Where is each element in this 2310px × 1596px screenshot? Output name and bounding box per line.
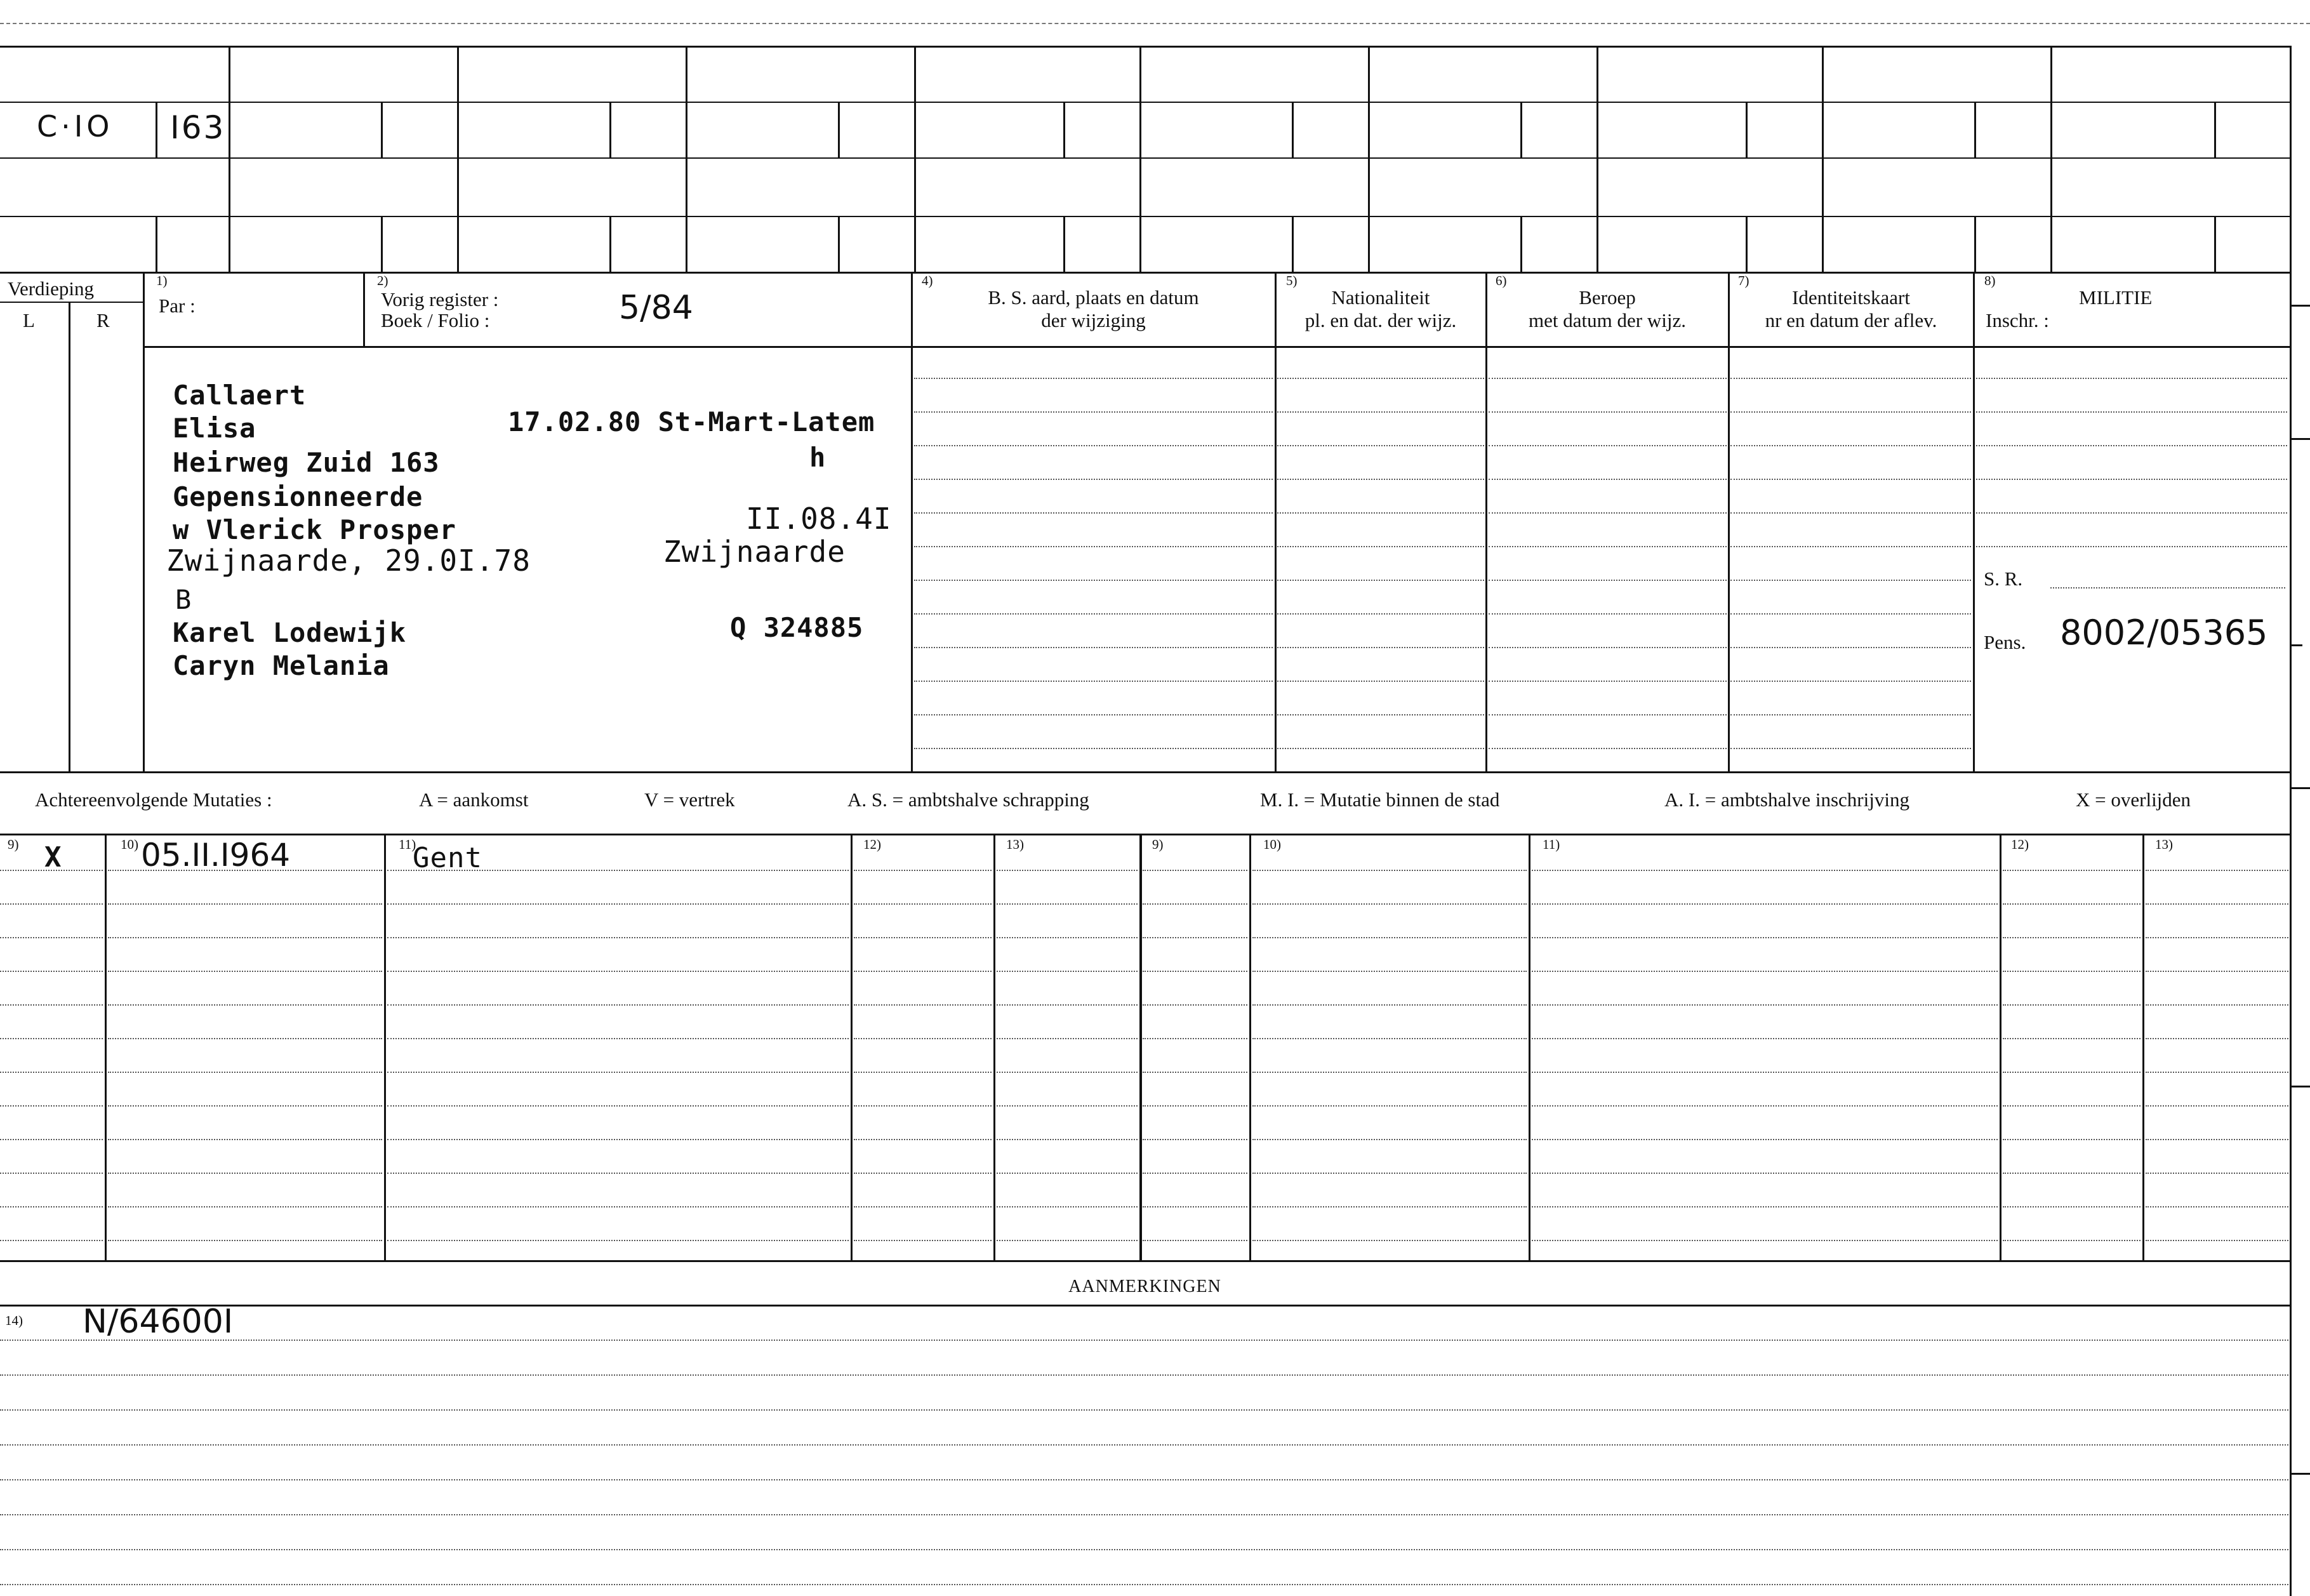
- nat-header-line2: pl. en dat. der wijz.: [1304, 309, 1457, 331]
- ruling-line: [2003, 971, 2141, 972]
- ruling-line: [854, 903, 992, 905]
- ruling-line: [914, 681, 1273, 682]
- ruling-line: [997, 971, 1138, 972]
- ruling-line: [854, 1206, 992, 1207]
- ruling-line: [387, 971, 849, 972]
- ruling-line: [2003, 903, 2141, 905]
- ruling-line: [997, 1004, 1138, 1006]
- remarks-number: 14): [5, 1313, 23, 1328]
- ruling-line: [2146, 903, 2288, 905]
- ruling-line: [1730, 512, 1971, 514]
- ruling-line: [2146, 1173, 2288, 1174]
- ruling-line: [1143, 870, 1247, 871]
- ruling-line: [108, 1240, 382, 1241]
- ruling-line: [1532, 1105, 1998, 1107]
- civil-status: B: [175, 584, 192, 615]
- boek-folio-label: Boek / Folio :: [381, 309, 490, 331]
- ruling-line: [1277, 378, 1484, 379]
- nat-header-line1: Nationaliteit: [1331, 286, 1430, 309]
- ruling-line: [914, 748, 1273, 749]
- ruling-line: [1252, 903, 1527, 905]
- ruling-line: [387, 1105, 849, 1107]
- ruling-line: [2146, 1240, 2288, 1241]
- ruling-line: [997, 870, 1138, 871]
- ruling-line: [1532, 937, 1998, 938]
- ruling-line: [1252, 1139, 1527, 1140]
- legend-ex-officio-removal: A. S. = ambtshalve schrapping: [847, 788, 1089, 811]
- ruling-line: [997, 1206, 1138, 1207]
- ruling-line: [1143, 1004, 1247, 1006]
- ruling-line: [1489, 580, 1727, 581]
- ruling-line: [0, 1240, 103, 1241]
- ruling-line: [854, 1072, 992, 1073]
- ruling-line: [0, 1139, 103, 1140]
- militie-number: 8): [1984, 273, 1996, 288]
- occupation: Gepensionneerde: [173, 481, 423, 512]
- ruling-line: [1252, 870, 1527, 871]
- ruling-line: [1532, 971, 1998, 972]
- par-label: Par :: [159, 295, 196, 317]
- ruling-line: [997, 937, 1138, 938]
- mut-col-9: 9): [8, 837, 19, 852]
- ruling-line: [387, 1240, 849, 1241]
- ruling-line: [387, 1206, 849, 1207]
- ruling-line: [0, 1409, 2288, 1411]
- ruling-line: [1143, 1240, 1247, 1241]
- ruling-line: [2003, 1072, 2141, 1073]
- ruling-line: [1976, 378, 2287, 379]
- ruling-line: [1277, 580, 1484, 581]
- ruling-line: [2146, 1206, 2288, 1207]
- ruling-line: [1489, 411, 1727, 413]
- ruling-line: [997, 1072, 1138, 1073]
- ruling-line: [1277, 479, 1484, 480]
- marriage-date: II.08.4I: [746, 502, 892, 536]
- ruling-line: [108, 937, 382, 938]
- bs-header-line2: der wijziging: [1041, 309, 1146, 331]
- id-header-line1: Identiteitskaart: [1792, 286, 1910, 309]
- remarks-value: N/64600I: [83, 1303, 234, 1341]
- ruling-line: [0, 1479, 2288, 1480]
- ruling-line: [997, 1173, 1138, 1174]
- remarks-title: AANMERKINGEN: [1068, 1277, 1221, 1296]
- beroep-header-line2: met datum der wijz.: [1529, 309, 1686, 331]
- ruling-line: [854, 971, 992, 972]
- ruling-line: [1277, 411, 1484, 413]
- mut-col-11b: 11): [1543, 837, 1560, 852]
- registration: Zwijnaarde, 29.0I.78: [166, 543, 531, 578]
- code-cell-1: C·IO: [37, 109, 114, 143]
- ruling-line: [1252, 937, 1527, 938]
- ruling-line: [1143, 937, 1247, 938]
- ruling-line: [387, 903, 849, 905]
- ruling-line: [387, 937, 849, 938]
- ruling-line: [1143, 903, 1247, 905]
- ruling-line: [387, 1173, 849, 1174]
- ruling-line: [1277, 512, 1484, 514]
- ruling-line: [1277, 546, 1484, 547]
- ruling-line: [2003, 1105, 2141, 1107]
- ruling-line: [1252, 971, 1527, 972]
- ruling-line: [108, 1072, 382, 1073]
- ruling-line: [914, 445, 1273, 446]
- legend-ex-officio-registration: A. I. = ambtshalve inschrijving: [1664, 788, 1909, 811]
- mut-col-12: 12): [863, 837, 881, 852]
- ruling-line: [854, 1004, 992, 1006]
- ruling-line: [914, 580, 1273, 581]
- ruling-line: [1532, 1206, 1998, 1207]
- sex: h: [809, 442, 826, 473]
- beroep-header-line1: Beroep: [1579, 286, 1636, 309]
- legend-title: Achtereenvolgende Mutaties :: [35, 788, 272, 811]
- ruling-line: [1730, 647, 1971, 648]
- ruling-line: [2146, 1004, 2288, 1006]
- ruling-line: [2146, 1139, 2288, 1140]
- ruling-line: [1730, 580, 1971, 581]
- mut-col-12b: 12): [2011, 837, 2029, 852]
- ruling-line: [1730, 445, 1971, 446]
- legend-arrival: A = aankomst: [419, 788, 529, 811]
- ruling-line: [1976, 546, 2287, 547]
- ruling-line: [2146, 1072, 2288, 1073]
- ruling-line: [1976, 411, 2287, 413]
- ruling-line: [1277, 613, 1484, 615]
- ruling-line: [1489, 378, 1727, 379]
- ruling-line: [0, 1340, 2288, 1341]
- ruling-line: [2146, 1038, 2288, 1039]
- ruling-line: [1143, 1072, 1247, 1073]
- par-number: 1): [156, 273, 168, 288]
- ruling-line: [0, 903, 103, 905]
- ruling-line: [2146, 870, 2288, 871]
- ruling-line: [914, 411, 1273, 413]
- ruling-line: [1730, 681, 1971, 682]
- ruling-line: [2146, 937, 2288, 938]
- mother: Caryn Melania: [173, 650, 390, 681]
- inschr-label: Inschr. :: [1986, 309, 2049, 331]
- ruling-line: [108, 971, 382, 972]
- legend-internal-mutation: M. I. = Mutatie binnen de stad: [1260, 788, 1500, 811]
- ruling-line: [1277, 647, 1484, 648]
- surname: Callaert: [173, 380, 307, 411]
- ruling-line: [387, 1072, 849, 1073]
- birth-date-place: 17.02.80 St-Mart-Latem: [508, 406, 875, 437]
- beroep-number: 6): [1496, 273, 1507, 288]
- ruling-line: [0, 1105, 103, 1107]
- ruling-line: [1532, 1004, 1998, 1006]
- ruling-line: [997, 1038, 1138, 1039]
- ruling-line: [1252, 1072, 1527, 1073]
- mut-col-9b: 9): [1152, 837, 1164, 852]
- ruling-line: [108, 1139, 382, 1140]
- ruling-line: [914, 546, 1273, 547]
- ruling-line: [1532, 1173, 1998, 1174]
- mutation-place: Gent: [413, 842, 482, 874]
- ruling-line: [108, 1004, 382, 1006]
- mut-col-11: 11): [399, 837, 416, 852]
- ruling-line: [1277, 445, 1484, 446]
- ruling-line: [1489, 479, 1727, 480]
- bs-header-line1: B. S. aard, plaats en datum: [988, 286, 1199, 309]
- ruling-line: [0, 1514, 2288, 1515]
- ruling-line: [1489, 613, 1727, 615]
- marriage-place: Zwijnaarde: [663, 535, 846, 569]
- ruling-line: [1143, 1105, 1247, 1107]
- code-cell-2: I63: [170, 109, 226, 146]
- ruling-line: [387, 1038, 849, 1039]
- pens-label: Pens.: [1984, 631, 2026, 653]
- ruling-line: [997, 903, 1138, 905]
- mutation-type: X: [44, 841, 62, 874]
- ruling-line: [108, 1105, 382, 1107]
- ruling-line: [2146, 1105, 2288, 1107]
- ruling-line: [0, 1374, 2288, 1376]
- nat-number: 5): [1286, 273, 1298, 288]
- ruling-line: [854, 1240, 992, 1241]
- ruling-line: [1489, 445, 1727, 446]
- address: Heirweg Zuid 163: [173, 447, 440, 478]
- ruling-line: [387, 1139, 849, 1140]
- ruling-line: [2003, 1038, 2141, 1039]
- ruling-line: [1252, 1240, 1527, 1241]
- ruling-line: [1277, 748, 1484, 749]
- ruling-line: [1730, 748, 1971, 749]
- father: Karel Lodewijk: [173, 617, 407, 648]
- ruling-line: [1730, 714, 1971, 715]
- ruling-line: [1489, 546, 1727, 547]
- bs-number: 4): [922, 273, 933, 288]
- ruling-line: [997, 1105, 1138, 1107]
- ruling-line: [2146, 971, 2288, 972]
- ruling-line: [1143, 1038, 1247, 1039]
- ruling-line: [1976, 512, 2287, 514]
- ruling-line: [1143, 1139, 1247, 1140]
- ruling-line: [2003, 1004, 2141, 1006]
- verdieping-label: Verdieping: [8, 277, 95, 300]
- spouse: w Vlerick Prosper: [173, 514, 456, 545]
- first-name: Elisa: [173, 413, 256, 444]
- ruling-line: [2003, 1240, 2141, 1241]
- ruling-line: [854, 1038, 992, 1039]
- ruling-line: [0, 1004, 103, 1006]
- column-r-label: R: [96, 309, 110, 331]
- ruling-line: [914, 378, 1273, 379]
- ruling-line: [1252, 1004, 1527, 1006]
- ruling-line: [1489, 512, 1727, 514]
- ruling-line: [854, 1105, 992, 1107]
- ruling-line: [0, 1072, 103, 1073]
- ruling-line: [0, 937, 103, 938]
- ruling-line: [0, 1206, 103, 1207]
- mutation-date: 05.II.I964: [141, 837, 291, 874]
- ruling-line: [854, 1173, 992, 1174]
- ruling-line: [914, 714, 1273, 715]
- ruling-line: [387, 1004, 849, 1006]
- id-number: 7): [1738, 273, 1749, 288]
- id-card-number: Q 324885: [730, 612, 864, 643]
- ruling-line: [1532, 870, 1998, 871]
- ruling-line: [1252, 1038, 1527, 1039]
- legend-departure: V = vertrek: [644, 788, 735, 811]
- ruling-line: [914, 512, 1273, 514]
- ruling-line: [1532, 1240, 1998, 1241]
- ruling-line: [2003, 937, 2141, 938]
- ruling-line: [0, 1444, 2288, 1446]
- ruling-line: [0, 1584, 2288, 1585]
- legend-death: X = overlijden: [2076, 788, 2191, 811]
- mut-col-10: 10): [121, 837, 138, 852]
- ruling-line: [1489, 748, 1727, 749]
- ruling-line: [108, 1206, 382, 1207]
- ruling-line: [108, 1173, 382, 1174]
- sr-label: S. R.: [1984, 568, 2023, 590]
- ruling-line: [997, 1139, 1138, 1140]
- mut-col-13: 13): [1006, 837, 1024, 852]
- ruling-line: [997, 1240, 1138, 1241]
- ruling-line: [0, 1549, 2288, 1550]
- ruling-line: [1489, 681, 1727, 682]
- pens-value: 8002/05365: [2060, 613, 2268, 653]
- ruling-line: [1532, 1072, 1998, 1073]
- ruling-line: [1532, 1139, 1998, 1140]
- ruling-line: [1277, 714, 1484, 715]
- folio-value: 5/84: [619, 289, 693, 327]
- ruling-line: [1730, 411, 1971, 413]
- ruling-line: [2003, 1206, 2141, 1207]
- ruling-line: [1730, 546, 1971, 547]
- ruling-line: [1143, 971, 1247, 972]
- ruling-line: [1730, 479, 1971, 480]
- ruling-line: [2003, 1173, 2141, 1174]
- ruling-line: [1252, 1173, 1527, 1174]
- ruling-line: [1143, 1206, 1247, 1207]
- vorig-number: 2): [377, 273, 388, 288]
- ruling-line: [914, 647, 1273, 648]
- ruling-line: [1976, 479, 2287, 480]
- ruling-line: [1730, 378, 1971, 379]
- mut-col-10b: 10): [1263, 837, 1281, 852]
- ruling-line: [2003, 870, 2141, 871]
- militie-label: MILITIE: [2079, 286, 2153, 309]
- ruling-line: [1532, 1038, 1998, 1039]
- column-l-label: L: [23, 309, 35, 331]
- ruling-line: [1143, 1173, 1247, 1174]
- ruling-line: [108, 903, 382, 905]
- ruling-line: [854, 1139, 992, 1140]
- mut-col-13b: 13): [2155, 837, 2173, 852]
- ruling-line: [2003, 1139, 2141, 1140]
- ruling-line: [1730, 613, 1971, 615]
- ruling-line: [1532, 903, 1998, 905]
- ruling-line: [0, 1038, 103, 1039]
- vorig-register-label: Vorig register :: [381, 288, 499, 310]
- ruling-line: [854, 870, 992, 871]
- ruling-line: [1277, 681, 1484, 682]
- ruling-line: [0, 971, 103, 972]
- ruling-line: [914, 613, 1273, 615]
- ruling-line: [1252, 1105, 1527, 1107]
- ruling-line: [1489, 714, 1727, 715]
- ruling-line: [1252, 1206, 1527, 1207]
- ruling-line: [1489, 647, 1727, 648]
- ruling-line: [0, 1173, 103, 1174]
- ruling-line: [1976, 445, 2287, 446]
- id-header-line2: nr en datum der aflev.: [1765, 309, 1937, 331]
- ruling-line: [108, 1038, 382, 1039]
- ruling-line: [914, 479, 1273, 480]
- ruling-line: [854, 937, 992, 938]
